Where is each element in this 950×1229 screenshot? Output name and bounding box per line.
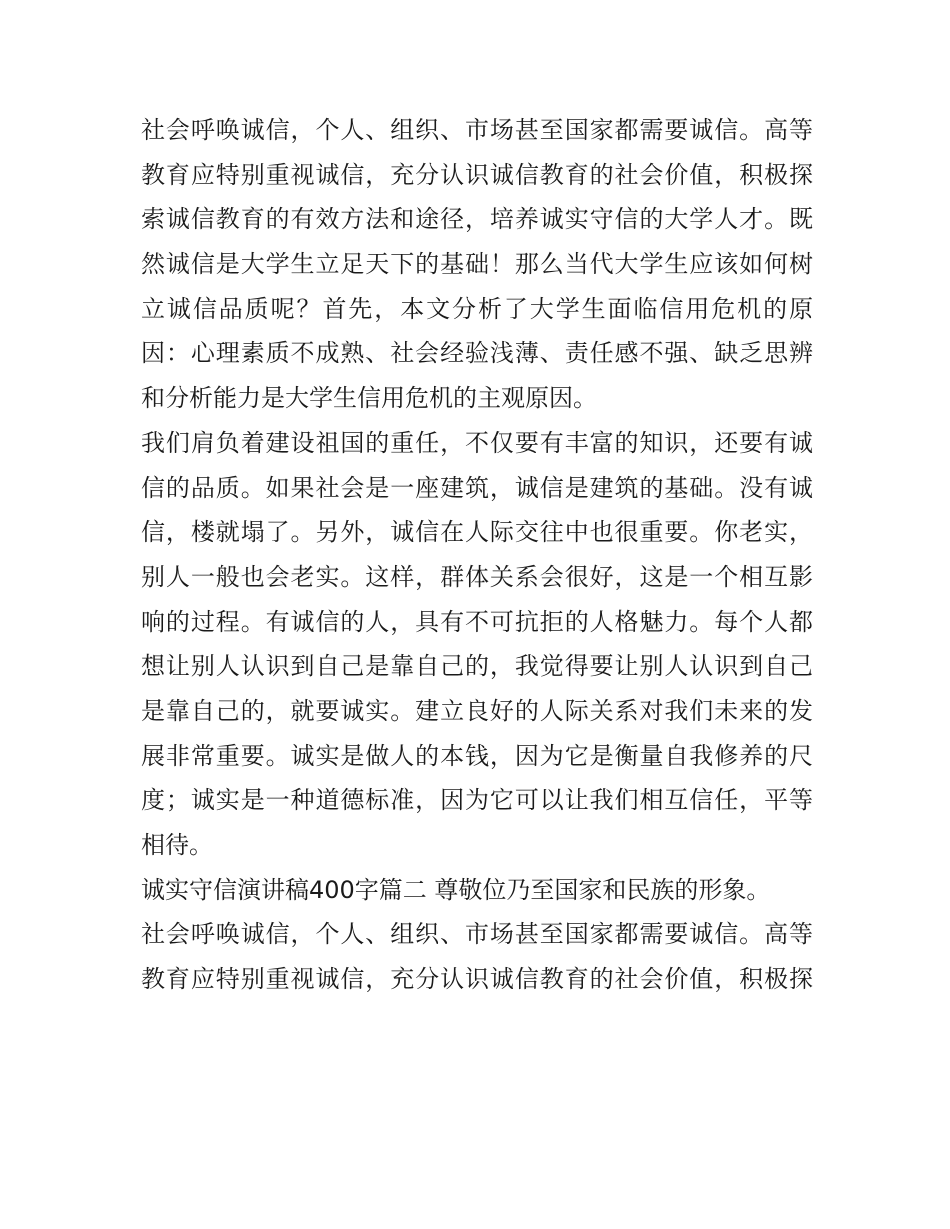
text-line: 索诚信教育的有效方法和途径，培养诚实守信的大学人才。既	[141, 205, 813, 234]
text-line: 相待。	[141, 831, 213, 859]
text-line: 我们肩负着建设祖国的重任，不仅要有丰富的知识，还要有诚	[141, 428, 813, 457]
text-line: 信，楼就塌了。另外，诚信在人际交往中也很重要。你老实，	[141, 518, 813, 547]
text-line: 立诚信品质呢？首先，本文分析了大学生面临信用危机的原	[141, 294, 813, 323]
paragraph-1	[141, 108, 813, 421]
paragraph-2	[141, 421, 813, 868]
text-line: 和分析能力是大学生信用危机的主观原因。	[141, 384, 597, 413]
text-line: 展非常重要。诚实是做人的本钱，因为它是衡量自我修养的尺	[141, 741, 813, 770]
text-line: 信的品质。如果社会是一座建筑，诚信是建筑的基础。没有诚	[141, 473, 813, 502]
paragraph-4	[141, 912, 813, 1001]
text-line: 然诚信是大学生立足天下的基础！那么当代大学生应该如何树	[141, 250, 813, 279]
text-line: 是靠自己的，就要诚实。建立良好的人际关系对我们未来的发	[141, 696, 813, 725]
text-line: 想让别人认识到自己是靠自己的，我觉得要让别人认识到自己	[141, 652, 813, 681]
text-line: 社会呼唤诚信，个人、组织、市场甚至国家都需要诚信。高等	[141, 116, 813, 144]
text-line: 响的过程。有诚信的人，具有不可抗拒的人格魅力。每个人都	[141, 607, 813, 636]
text-line: 教育应特别重视诚信，充分认识诚信教育的社会价值，积极探	[141, 965, 813, 994]
text-line: 度；诚实是一种道德标准，因为它可以让我们相互信任，平等	[141, 786, 813, 815]
paragraph-3-heading	[141, 868, 813, 913]
text-line: 别人一般也会老实。这样，群体关系会很好，这是一个相互影	[141, 562, 813, 591]
text-line: 因：心理素质不成熟、社会经验浅薄、责任感不强、缺乏思辨	[141, 339, 813, 368]
text-line: 社会呼唤诚信，个人、组织、市场甚至国家都需要诚信。高等	[141, 920, 813, 949]
text-line: 诚实守信演讲稿400字篇二 尊敬位乃至国家和民族的形象。	[141, 875, 771, 904]
document-body	[141, 108, 813, 1002]
text-line: 教育应特别重视诚信，充分认识诚信教育的社会价值，积极探	[141, 160, 813, 189]
